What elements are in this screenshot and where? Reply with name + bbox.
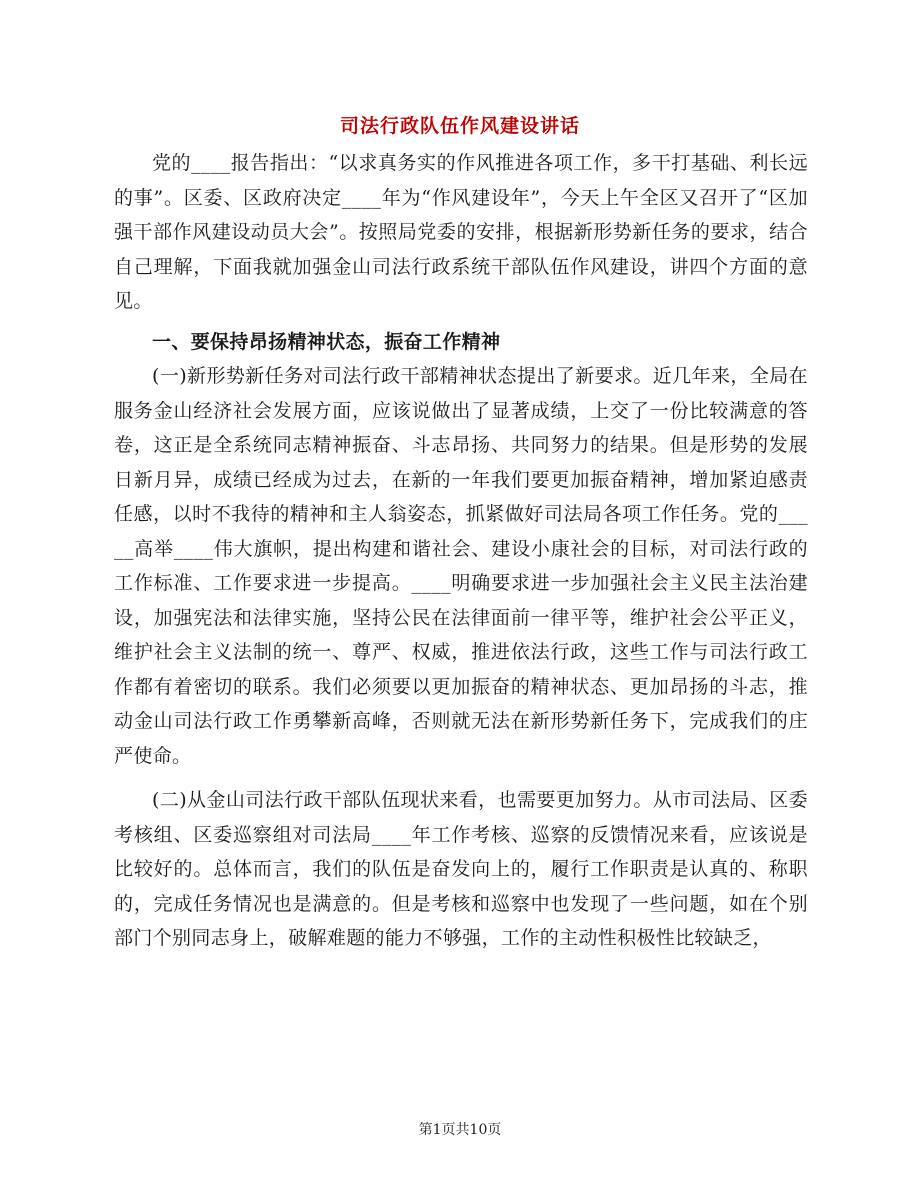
section-heading: 一、要保持昂扬精神状态，振奋工作精神: [152, 330, 501, 353]
document-title: 司法行政队伍作风建设讲话: [339, 115, 580, 137]
page-number: 第1页共10页: [418, 1122, 502, 1138]
intro-paragraph: 党的____报告指出：“以求真务实的作风推进各项工作，多干打基础、利长远的事”。区委、区政府决定____年为“作风建设年”，今天上午全区又召开了“区加强干部作风建设动员大会”。按照局党委的安排，根据新形势新任务的要求，结合自己理解，下面我就加强金山司法行政系统干部队伍作风建设，讲四个方面的意见。: [114, 152, 808, 312]
body-paragraph: (二)从金山司法行政干部队伍现状来看，也需要更加努力。从市司法局、区委考核组、区委巡察组对司法局____年工作考核、巡察的反馈情况来看，应该说是比较好的。总体而言，我们的队伍是奋发向上的，履行工作职责是认真的、称职的，完成任务情况也是满意的。但是考核和巡察中也发现了一些问题，如在个别部门个别同志身上，破解难题的能力不够强，工作的主动性积极性比较缺乏，: [114, 789, 808, 949]
body-paragraph: (一)新形势新任务对司法行政干部精神状态提出了新要求。近几年来，全局在服务金山经济社会发展方面，应该说做出了显著成绩，上交了一份比较满意的答卷，这正是全系统同志精神振奋、斗志昂扬、共同努力的结果。但是形势的发展日新月异，成绩已经成为过去，在新的一年我们要更加振奋精神，增加紧迫感责任感，以时不我待的精神和主人翁姿态，抓紧做好司法局各项工作任务。党的_____高举____伟大旗帜，提出构建和谐社会、建设小康社会的目标，对司法行政的工作标准、工作要求进一步提高。____明确要求进一步加强社会主义民主法治建设，加强宪法和法律实施，坚持公民在法律面前一律平等，维护社会公平正义，维护社会主义法制的统一、尊严、权威，推进依法行政，这些工作与司法行政工作都有着密切的联系。我们必须要以更加振奋的精神状态、更加昂扬的斗志，推动金山司法行政工作勇攀新高峰，否则就无法在新形势新任务下，完成我们的庄严使命。: [114, 365, 808, 767]
document-body: [114, 146, 808, 956]
